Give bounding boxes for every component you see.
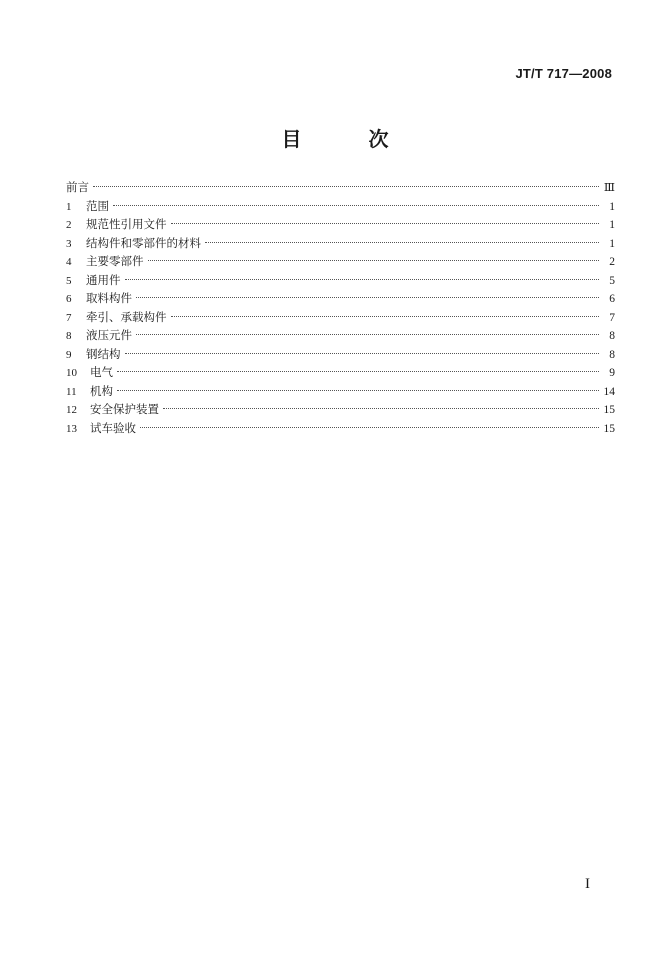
toc-entry-8[interactable]: [66, 326, 615, 345]
toc-entry-page: 8: [609, 348, 615, 361]
toc-entry-6[interactable]: [66, 289, 615, 308]
standard-code: JT/T 717—2008: [515, 66, 612, 81]
toc-leader-dots: [117, 390, 599, 391]
toc-entry-number: 3: [66, 237, 72, 250]
page-number: I: [585, 876, 590, 892]
toc-entry-page: 7: [609, 311, 615, 324]
toc-entry-page: 8: [609, 330, 615, 342]
toc-entry-label: 取料构件: [86, 291, 132, 305]
toc-entry-number: 12: [66, 404, 77, 416]
toc-leader-dots: [125, 353, 600, 354]
toc-entry-label: 电气: [90, 365, 113, 379]
toc-leader-dots: [136, 334, 599, 335]
toc-entry-label: 主要零部件: [86, 254, 144, 268]
toc-entry-label: 范围: [86, 198, 109, 213]
toc-entry-page: 9: [609, 367, 615, 379]
toc-entry-page: 2: [609, 256, 615, 268]
toc-entry-label: 通用件: [86, 272, 121, 287]
toc-entry-number: 2: [66, 219, 72, 231]
toc-entry-number: 4: [66, 256, 72, 268]
toc-entry-number: 8: [66, 330, 72, 342]
toc-entry-label: 液压元件: [86, 328, 132, 342]
toc-leader-dots: [171, 223, 600, 224]
toc-entry-number: 1: [66, 200, 72, 213]
toc-leader-dots: [117, 371, 599, 372]
toc-entry-page: 6: [609, 293, 615, 305]
toc-leader-dots: [113, 205, 599, 206]
toc-entry-3[interactable]: [66, 234, 615, 253]
toc-entry-label: 钢结构: [86, 346, 121, 361]
toc-entry-1[interactable]: [66, 197, 615, 216]
toc-entry-number: 6: [66, 293, 72, 305]
toc-entry-page: 1: [609, 237, 615, 250]
toc-entry-12[interactable]: [66, 400, 615, 419]
toc-entry-5[interactable]: [66, 271, 615, 290]
toc-entry-number: 11: [66, 385, 77, 398]
toc-entry-number: 10: [66, 367, 77, 379]
toc-entry-page: 14: [603, 385, 615, 398]
toc-entry-number: 7: [66, 311, 72, 324]
toc-entry-label: 结构件和零部件的材料: [86, 235, 201, 250]
toc-entry-label: 前言: [66, 180, 89, 194]
page-title: 目 次: [281, 127, 419, 151]
toc-entry-page: 1: [609, 219, 615, 231]
toc-entry-number: 5: [66, 274, 72, 287]
toc-entry-number: 13: [66, 422, 77, 435]
toc-entry-label: 试车验收: [90, 420, 136, 435]
toc-entry-4[interactable]: [66, 252, 615, 271]
toc-entry-number: 9: [66, 348, 72, 361]
table-of-contents: [66, 178, 615, 437]
toc-entry-label: 机构: [90, 383, 113, 398]
toc-entry-page: 15: [603, 404, 615, 416]
toc-entry-2[interactable]: [66, 215, 615, 234]
toc-entry-page: 15: [603, 422, 615, 435]
toc-leader-dots: [205, 242, 599, 243]
toc-leader-dots: [125, 279, 600, 280]
toc-entry-11[interactable]: [66, 382, 615, 401]
toc-entry-label: 牵引、承载构件: [86, 309, 167, 324]
toc-entry-label: 规范性引用文件: [86, 217, 167, 231]
toc-leader-dots: [136, 297, 599, 298]
toc-leader-dots: [93, 186, 599, 187]
toc-entry-9[interactable]: [66, 345, 615, 364]
toc-leader-dots: [140, 427, 599, 428]
toc-leader-dots: [148, 260, 600, 261]
toc-entry-label: 安全保护装置: [90, 402, 159, 416]
toc-leader-dots: [171, 316, 600, 317]
toc-entry-foreword[interactable]: [66, 178, 615, 197]
toc-entry-page: 5: [609, 274, 615, 287]
toc-leader-dots: [163, 408, 599, 409]
toc-entry-page: 1: [609, 200, 615, 213]
toc-entry-page: Ⅲ: [603, 182, 615, 194]
toc-entry-7[interactable]: [66, 308, 615, 327]
toc-entry-13[interactable]: [66, 419, 615, 438]
toc-entry-10[interactable]: [66, 363, 615, 382]
